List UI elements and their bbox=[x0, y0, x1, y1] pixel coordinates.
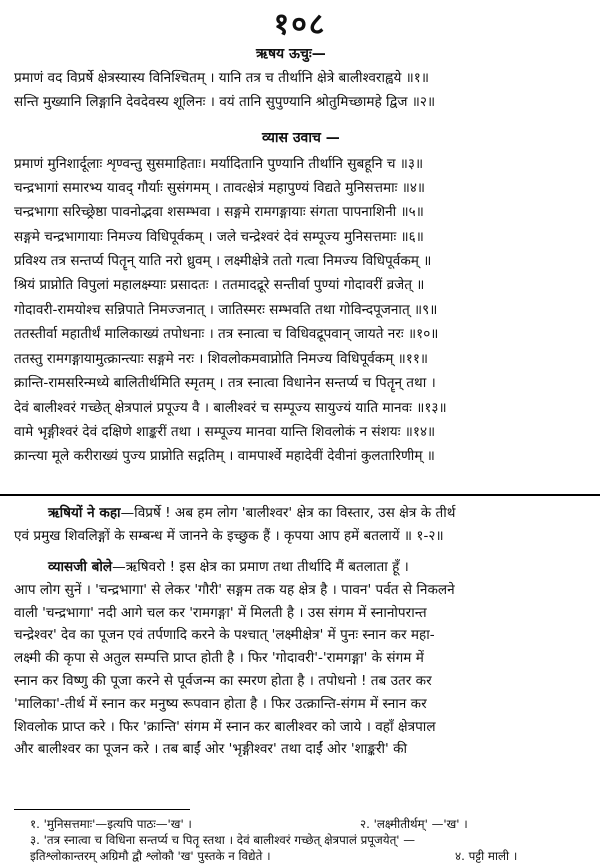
footnote-2: २. 'लक्ष्मीतीर्थम्' —'ख' । bbox=[360, 817, 468, 831]
footnote-4: ४. पट्टी माली । bbox=[455, 849, 518, 863]
footnote-3: ३. 'तत्र स्नात्वा च विधिना सन्तर्प्य च पितॄ स्तथा । देवं बालीश्वरं गच्छेत् क्षेत्रपालं प्रपूजयेत्' — bbox=[30, 833, 416, 847]
vyasa-heading: व्यास उवाच — bbox=[262, 130, 340, 146]
hindi-text: शिवलोक प्राप्त करे । फिर 'क्रान्ति' संगम में स्नान कर बालीश्वर को जाये । वहाँ क्षेत्रपाल bbox=[14, 718, 436, 735]
hindi-paragraph-vyasa bbox=[14, 556, 592, 761]
hindi-text: और बालीश्वर का पूजन करे । तब बाईं ओर 'भृङ्गीश्वर' तथा दाईं ओर 'शाङ्करी' की bbox=[14, 741, 408, 758]
hindi-line bbox=[14, 556, 592, 579]
speaker-label: व्यासजी बोले bbox=[48, 559, 113, 575]
speaker-label: ऋषियों ने कहा bbox=[48, 505, 121, 521]
hindi-line bbox=[14, 624, 592, 647]
hindi-paragraph-rishaya bbox=[14, 502, 592, 548]
hindi-line bbox=[14, 579, 592, 602]
footnote-3-continued: इतिश्लोकान्तरम् अग्रिमौ द्वौ श्लोकौ 'ख' पुस्तके न विद्येते । bbox=[30, 849, 271, 863]
hindi-text: चन्द्रेश्वर' देव का पूजन एवं तर्पणादि करने के पश्चात् 'लक्ष्मीक्षेत्र' में पुनः स्नान कर महा- bbox=[14, 627, 435, 644]
hindi-text: आप लोग सुनें । 'चन्द्रभागा' से लेकर 'गौरी' सङ्गम तक यह क्षेत्र है । पावन' पर्वत से निकलने bbox=[14, 581, 455, 598]
hindi-text: —विप्रर्षे ! अब हम लोग 'बालीश्वर' क्षेत्र का विस्तार, उस क्षेत्र के तीर्थ bbox=[120, 505, 456, 521]
hindi-text: 'मालिका'-तीर्थ में स्नान कर मनुष्य रूपवान होता है । फिर उत्क्रान्ति-संगम में स्नान कर bbox=[14, 695, 427, 712]
hindi-line bbox=[14, 693, 592, 716]
footnote-row bbox=[30, 816, 594, 832]
hindi-line bbox=[14, 670, 592, 693]
verse-9: गोदावरी-रामयोश्च सन्निपाते निमज्जनात् । जातिस्मरः सम्भवति तथा गोविन्दपूजनात् ॥९॥ bbox=[14, 302, 438, 318]
hindi-text: लक्ष्मी की कृपा से अतुल सम्पत्ति प्राप्त होती है । फिर 'गोदावरी'-'रामगङ्गा' के संगम में bbox=[14, 650, 424, 667]
hindi-line bbox=[14, 716, 592, 739]
footnote-rule bbox=[14, 809, 190, 810]
hindi-text: एवं प्रमुख शिवलिङ्गों के सम्बन्ध में जानने के इच्छुक हैं । कृपया आप हमें बतलायें ॥ १-२॥ bbox=[14, 527, 444, 544]
verse-4: चन्द्रभागां समारभ्य यावद् गौर्याः सुसंगमम् । तावत्क्षेत्रं महापुण्यं विद्यते मुनिसत्तमाः ॥४॥ bbox=[14, 180, 426, 196]
verse-6: सङ्गमे चन्द्रभागायाः निमज्य विधिपूर्वकम् । जले चन्द्रेश्वरं देवं सम्पूज्य मुनिसत्तमाः ॥६॥ bbox=[14, 229, 424, 245]
verse-10: ततस्तीर्वा महातीर्थं मालिकाख्यं तपोधनाः । तत्र स्नात्वा च विधिवद्रूपवान् जायते नरः ॥१०॥ bbox=[14, 326, 439, 342]
verse-8: श्रियं प्राप्नोति विपुलां महालक्ष्म्याः प्रसादतः । ततमादद्रूरे सन्तीर्वा पुण्यां गोदावरीं व्रजेत् ॥ bbox=[14, 277, 425, 293]
section-divider bbox=[0, 494, 600, 496]
verse-15: क्रान्त्या मूले करीराख्यं पुज्य प्राप्नोति सद्गतिम् । वामपार्श्वे महादेवीं देवीनां कुलतारिणीम् ॥ bbox=[14, 448, 435, 464]
hindi-line bbox=[14, 502, 592, 525]
verse-13: देवं बालीश्वरं गच्छेत् क्षेत्रपालं प्रपूज्य वै । बालीश्वरं च सम्पूज्य सायुज्यं याति मानवः ॥१३॥ bbox=[14, 400, 447, 416]
verse-2: सन्ति मुख्यानि लिङ्गानि देवदेवस्य शूलिनः । वयं तानि सुपुण्यानि श्रोतुमिच्छामहे द्विज ॥२॥ bbox=[14, 94, 436, 110]
verse-7: प्रविश्य तत्र सन्तर्प्य पितॄन् याति नरो ध्रुवम् । लक्ष्मीक्षेत्रे ततो गत्वा निमज्य विधिपूर्वकम् ॥ bbox=[14, 253, 432, 269]
hindi-line bbox=[14, 647, 592, 670]
footnote-1: १. 'मुनिसत्तमाः'—इत्यपि पाठः—'ख' । bbox=[30, 817, 192, 831]
page-number: १०८ bbox=[273, 7, 327, 42]
verse-3: प्रमाणं मुनिशार्दूलाः शृण्वन्तु सुसमाहिताः। मर्यादितानि पुण्यानि तीर्थानि सुबहूनि च ॥३॥ bbox=[14, 156, 424, 172]
hindi-text: —ऋषिवरो ! इस क्षेत्र का प्रमाण तथा तीर्थादि मैं बतलाता हूँ । bbox=[112, 559, 409, 575]
verse-14: वामे भृङ्गीश्वरं देवं दक्षिणे शाङ्करीं तथा । सम्पूज्य मानवा यान्ति शिवलोकं न संशयः ॥१४॥ bbox=[14, 424, 436, 440]
hindi-text: वाली 'चन्द्रभागा' नदी आगे चल कर 'रामगङ्गा' में मिलती है । उस संगम में स्नानोपरान्त bbox=[14, 604, 427, 621]
hindi-line bbox=[14, 602, 592, 625]
hindi-line bbox=[14, 738, 592, 761]
footnote-row bbox=[30, 832, 594, 848]
footnotes bbox=[30, 816, 594, 864]
rishaya-heading: ऋषय ऊचुः— bbox=[256, 46, 326, 62]
verse-1: प्रमाणं वद विप्रर्षे क्षेत्रस्यास्य विनिश्चितम् । यानि तत्र च तीर्थानि क्षेत्रे बालीश्वराह्वये ॥१॥ bbox=[14, 70, 430, 86]
hindi-text: स्नान कर विष्णु की पूजा करने से पूर्वजन्म का स्मरण होता है । तपोधनो ! तब उतर कर bbox=[14, 672, 432, 689]
hindi-line bbox=[14, 525, 592, 548]
verse-5: चन्द्रभागा सरिच्छ्रेष्ठा पावनोद्भवा शसम्भवा । सङ्गमे रामगङ्गायाः संगता पापनाशिनी ॥५॥ bbox=[14, 204, 424, 220]
verse-12: क्रान्ति-रामसरिन्मध्ये बालितीर्थमिति स्मृतम् । तत्र स्नात्वा विधानेन सन्तर्प्य च पितॄन् तथा । bbox=[14, 375, 436, 391]
verse-11: ततस्तु रामगङ्गायामुत्क्रान्त्याः सङ्गमे नरः । शिवलोकमवाप्नोति निमज्य विधिपूर्वकम् ॥११॥ bbox=[14, 351, 429, 367]
